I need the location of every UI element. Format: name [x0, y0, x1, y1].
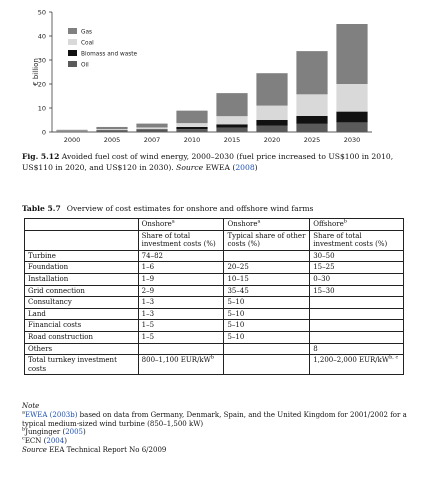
row-label: Consultancy	[25, 297, 139, 309]
bar-segment	[96, 130, 127, 131]
x-tick-label: 2007	[143, 136, 161, 144]
x-tick-label: 2020	[263, 136, 281, 144]
row-value: 1–5	[138, 331, 224, 343]
bar-segment	[216, 93, 247, 116]
table-row	[25, 331, 404, 343]
note-a: $^a$EWEA (2003b) based on data from Germany, Denmark, Spain, and the United Kingdom for 2001/2002 for a typical medium-sized wind turbine (850–1,500 kW)	[22, 409, 407, 428]
x-tick-label: 2010	[183, 136, 201, 144]
bar-segment	[96, 129, 127, 130]
x-tick-label: 2030	[343, 136, 361, 144]
row-value: 2–9	[138, 285, 224, 297]
bar-segment	[256, 126, 287, 132]
table-subheader-row	[25, 230, 404, 250]
table-row	[25, 285, 404, 297]
legend-swatch	[68, 50, 77, 56]
row-value: 8	[310, 343, 404, 355]
row-label: Road construction	[25, 331, 139, 343]
row-label: Foundation	[25, 262, 139, 274]
table-title-text: Overview of cost estimates for onshore and offshore wind farms	[66, 204, 314, 213]
bar-segment	[136, 129, 167, 130]
bar-segment	[296, 94, 327, 116]
row-value: 1–5	[138, 320, 224, 332]
notes-title: Note	[22, 402, 40, 410]
y-tick-label: 40	[37, 32, 46, 41]
chart-svg	[0, 0, 426, 150]
row-value	[310, 308, 404, 320]
row-value	[138, 343, 224, 355]
bar-segment	[336, 122, 367, 132]
header-onshore-1: Onshore$^a$	[138, 219, 224, 231]
note-b-link[interactable]: 2005	[65, 428, 84, 437]
row-label: Land	[25, 308, 139, 320]
bar-segment	[176, 123, 207, 127]
note-c: $^c$ECN (2004)	[22, 435, 67, 446]
row-value: 15–25	[310, 262, 404, 274]
bar-segment	[296, 124, 327, 132]
row-value	[310, 331, 404, 343]
header-blank-cell	[25, 219, 139, 231]
header-onshore-2: Onshore$^a$	[224, 219, 310, 231]
y-tick-label: 30	[37, 56, 46, 65]
bar-segment	[136, 124, 167, 128]
note-c-link[interactable]: 2004	[46, 437, 65, 446]
header-offshore: Offshore$^b$	[310, 219, 404, 231]
row-value: 15–30	[310, 285, 404, 297]
bar-segment	[256, 120, 287, 126]
row-value: 5–10	[224, 297, 310, 309]
legend-label: Coal	[81, 40, 94, 47]
subheader-3: Share of total investment costs (%)	[310, 230, 404, 250]
legend-label: Biomass and waste	[81, 51, 138, 58]
bar-segment	[336, 24, 367, 84]
row-value: 35–45	[224, 285, 310, 297]
bar-segment	[176, 129, 207, 132]
row-value: 0–30	[310, 273, 404, 285]
caption-text: Avoided fuel cost of wind energy, 2000–2030 (fuel price increased to US$100 in 2010, US$110 in 2020, and US$120 in 2030).	[22, 152, 394, 172]
row-label: Turbine	[25, 250, 139, 262]
row-value: 1–9	[138, 273, 224, 285]
row-value	[310, 297, 404, 309]
table-row	[25, 273, 404, 285]
note-source: Source EEA Technical Report No 6/2009	[22, 445, 167, 454]
table-title	[22, 204, 313, 213]
y-tick-label: 20	[37, 80, 46, 89]
table-row	[25, 320, 404, 332]
caption-source-link[interactable]: 2008	[235, 162, 255, 172]
row-value: 20–25	[224, 262, 310, 274]
bar-segment	[296, 51, 327, 94]
x-tick-label: 2005	[103, 136, 121, 144]
row-value	[310, 320, 404, 332]
figure-label: Fig. 5.12	[22, 152, 60, 161]
y-axis-label: € billion	[32, 58, 40, 86]
caption-source-label: Source	[176, 162, 204, 172]
bar-segment	[216, 124, 247, 127]
table-total-row	[25, 355, 404, 375]
row-value: 10–15	[224, 273, 310, 285]
subheader-2: Typical share of other costs (%)	[224, 230, 310, 250]
legend-label: Oil	[81, 62, 89, 69]
bar-segment	[216, 128, 247, 132]
x-tick-label: 2000	[63, 136, 81, 144]
total-offshore: 1,200–2,000 EUR/kW$^{b, c}$	[310, 355, 404, 375]
row-label: Installation	[25, 273, 139, 285]
caption-source-close: )	[254, 162, 258, 172]
caption-source-text: EWEA (	[203, 162, 236, 172]
bar-segment	[96, 131, 127, 132]
subheader-1: Share of total investment costs (%)	[138, 230, 224, 250]
subheader-blank-cell	[25, 230, 139, 250]
table-row	[25, 308, 404, 320]
row-value: 5–10	[224, 320, 310, 332]
table-row	[25, 250, 404, 262]
note-b: $^b$Junginger (2005)	[22, 427, 86, 437]
x-tick-label: 2025	[303, 136, 321, 144]
legend-swatch	[68, 28, 77, 34]
y-tick-label: 0	[41, 128, 46, 137]
bar-segment	[96, 127, 127, 129]
x-tick-label: 2015	[223, 136, 241, 144]
row-label: Others	[25, 343, 139, 355]
y-tick-label: 10	[37, 104, 46, 113]
fuel-cost-chart	[0, 0, 426, 150]
legend-swatch	[68, 39, 77, 45]
row-value: 1–6	[138, 262, 224, 274]
bar-segment	[296, 116, 327, 124]
bar-segment	[336, 84, 367, 112]
table-row	[25, 343, 404, 355]
bar-segment	[216, 116, 247, 124]
table-row	[25, 297, 404, 309]
bar-segment	[176, 127, 207, 129]
row-label: Grid connection	[25, 285, 139, 297]
bar-segment	[176, 111, 207, 123]
total-label: Total turnkey investment costs	[25, 355, 139, 375]
row-value	[224, 343, 310, 355]
total-onshore: 800–1,100 EUR/$kW^b$	[138, 355, 224, 375]
total-blank	[224, 355, 310, 375]
table-header-row	[25, 219, 404, 231]
row-value: 30–50	[310, 250, 404, 262]
row-value: 74–82	[138, 250, 224, 262]
bar-segment	[136, 127, 167, 129]
note-a-link[interactable]: EWEA (2003b)	[24, 410, 78, 419]
table-label: Table 5.7	[22, 204, 61, 213]
y-tick-label: 50	[37, 8, 46, 17]
figure-caption	[22, 152, 408, 173]
bar-segment	[336, 112, 367, 123]
row-label: Financial costs	[25, 320, 139, 332]
row-value: 1–3	[138, 297, 224, 309]
row-value: 5–10	[224, 331, 310, 343]
bar-segment	[256, 106, 287, 120]
row-value: 1–3	[138, 308, 224, 320]
row-value: 5–10	[224, 308, 310, 320]
cost-table	[24, 218, 404, 375]
legend-swatch	[68, 61, 77, 67]
row-value	[224, 250, 310, 262]
bar-segment	[256, 73, 287, 105]
bar-segment	[56, 130, 87, 131]
table-row	[25, 262, 404, 274]
legend-label: Gas	[81, 29, 93, 36]
bar-segment	[136, 130, 167, 132]
table-notes	[22, 402, 412, 455]
